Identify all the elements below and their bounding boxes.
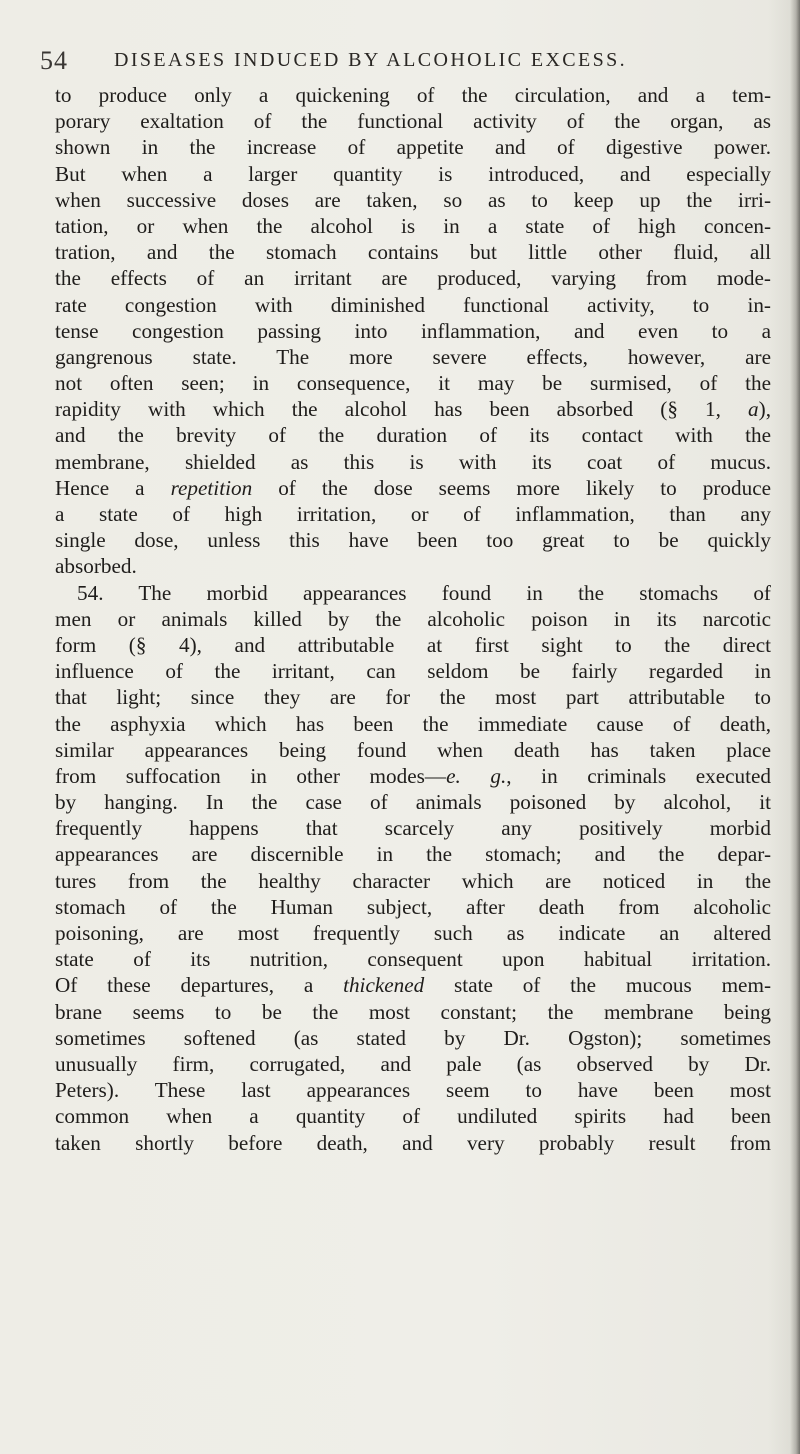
- text-segment: and the brevity of the duration of its contact with the: [55, 423, 771, 448]
- text-segment: frequently happens that scarcely any positively morbid: [55, 816, 771, 841]
- text-line: [55, 82, 771, 108]
- text-segment: stomach of the Human subject, after death from alcoholic: [55, 894, 771, 919]
- text-line: [55, 134, 771, 160]
- page-edge-shadow: [790, 0, 800, 1454]
- text-segment: tation, or when the alcohol is in a state of high concen-: [55, 213, 771, 238]
- text-segment: the asphyxia which has been the immediate cause of death,: [55, 711, 771, 736]
- text-line: [55, 946, 771, 972]
- text-segment: the effects of an irritant are produced, varying from mode-: [55, 266, 771, 291]
- text-line: [55, 606, 771, 632]
- text-line: [55, 999, 771, 1025]
- text-segment: rapidity with which the alcohol has been absorbed (§ 1,: [55, 397, 749, 422]
- text-segment: when successive doses are taken, so as to keep up the irri-: [55, 187, 771, 212]
- text-segment: a state of high irritation, or of inflammation, than any: [55, 502, 771, 526]
- text-line: [55, 1077, 771, 1103]
- text-segment: porary exaltation of the functional activity of the organ, as: [55, 109, 771, 134]
- text-line: [55, 632, 771, 658]
- italic-text: e. g.: [446, 763, 507, 788]
- text-line: [55, 396, 771, 422]
- text-line: [55, 161, 771, 187]
- text-line: [55, 711, 771, 737]
- text-segment: unusually firm, corrugated, and pale (as observed by Dr.: [55, 1051, 771, 1076]
- text-segment: common when a quantity of undiluted spirits had been: [55, 1104, 771, 1129]
- text-line: [55, 1130, 771, 1156]
- page-header: [40, 46, 780, 80]
- text-line: [55, 370, 771, 396]
- text-segment: shown in the increase of appetite and of digestive power.: [55, 135, 771, 160]
- text-line: [55, 658, 771, 684]
- text-segment: not often seen; in consequence, it may be surmised, of the: [55, 371, 771, 396]
- text-line: [55, 868, 771, 894]
- text-segment: absorbed.: [55, 554, 137, 579]
- text-segment: 54. The morbid appearances found in the stomachs of: [77, 580, 771, 605]
- text-segment: tense congestion passing into inflammation, and even to a: [55, 318, 771, 343]
- text-segment: membrane, shielded as this is with its coat of mucus.: [55, 449, 771, 474]
- text-line: [55, 265, 771, 291]
- text-segment: , in criminals executed: [506, 763, 771, 788]
- text-line: [55, 1103, 771, 1129]
- text-line: [55, 1051, 771, 1077]
- running-head: DISEASES INDUCED BY ALCOHOLIC EXCESS.: [114, 49, 628, 71]
- text-line: [55, 475, 771, 501]
- text-segment: from suffocation in other modes—: [55, 763, 447, 788]
- text-line: [55, 815, 771, 841]
- body-text: [55, 82, 771, 1156]
- text-line: [55, 1025, 771, 1051]
- text-segment: men or animals killed by the alcoholic poison in its narcotic: [55, 606, 771, 631]
- text-line: [55, 580, 771, 606]
- italic-text: thickened: [343, 973, 425, 998]
- text-line: [55, 920, 771, 946]
- text-segment: Hence a: [55, 475, 171, 500]
- text-line: [55, 292, 771, 318]
- text-line: [55, 501, 771, 527]
- text-segment: Of these departures, a: [55, 973, 344, 998]
- text-line: [55, 527, 771, 553]
- text-segment: to produce only a quickening of the circulation, and a tem-: [55, 83, 771, 107]
- page-number: 54: [40, 46, 68, 75]
- text-segment: tures from the healthy character which are noticed in the: [55, 868, 771, 893]
- text-segment: of the dose seems more likely to produce: [252, 475, 771, 500]
- text-segment: appearances are discernible in the stomach; and the depar-: [55, 842, 771, 867]
- text-segment: gangrenous state. The more severe effects, however, are: [55, 344, 771, 369]
- text-segment: taken shortly before death, and very probably result from: [55, 1130, 771, 1155]
- text-segment: by hanging. In the case of animals poisoned by alcohol, it: [55, 790, 771, 815]
- text-line: [55, 449, 771, 475]
- text-line: [55, 972, 771, 998]
- text-segment: state of its nutrition, consequent upon habitual irritation.: [55, 947, 771, 972]
- text-segment: poisoning, are most frequently such as indicate an altered: [55, 921, 771, 945]
- text-line: [55, 763, 771, 789]
- text-segment: tration, and the stomach contains but little other fluid, all: [55, 240, 771, 265]
- text-line: [55, 789, 771, 815]
- text-line: [55, 684, 771, 710]
- text-segment: single dose, unless this have been too great to be quickly: [55, 528, 771, 553]
- text-segment: similar appearances being found when death has taken place: [55, 737, 771, 762]
- italic-text: a: [748, 397, 759, 422]
- text-segment: brane seems to be the most constant; the membrane being: [55, 999, 771, 1024]
- text-segment: But when a larger quantity is introduced, and especially: [55, 161, 771, 186]
- text-line: [55, 318, 771, 344]
- text-line: [55, 187, 771, 213]
- text-segment: sometimes softened (as stated by Dr. Ogston); sometimes: [55, 1025, 771, 1050]
- text-segment: Peters). These last appearances seem to have been most: [55, 1078, 771, 1103]
- text-segment: rate congestion with diminished functional activity, to in-: [55, 292, 771, 317]
- text-line: [55, 894, 771, 920]
- italic-text: repetition: [170, 475, 253, 500]
- text-line: [55, 841, 771, 867]
- text-line: [55, 213, 771, 239]
- text-line: [55, 239, 771, 265]
- text-line: [55, 553, 771, 579]
- text-segment: state of the mucous mem-: [424, 973, 771, 998]
- text-segment: influence of the irritant, can seldom be fairly regarded in: [55, 659, 771, 684]
- text-segment: form (§ 4), and attributable at first sight to the direct: [55, 632, 771, 657]
- text-line: [55, 422, 771, 448]
- text-segment: ),: [758, 397, 771, 422]
- text-line: [55, 737, 771, 763]
- text-line: [55, 344, 771, 370]
- text-line: [55, 108, 771, 134]
- text-segment: that light; since they are for the most part attributable to: [55, 685, 771, 710]
